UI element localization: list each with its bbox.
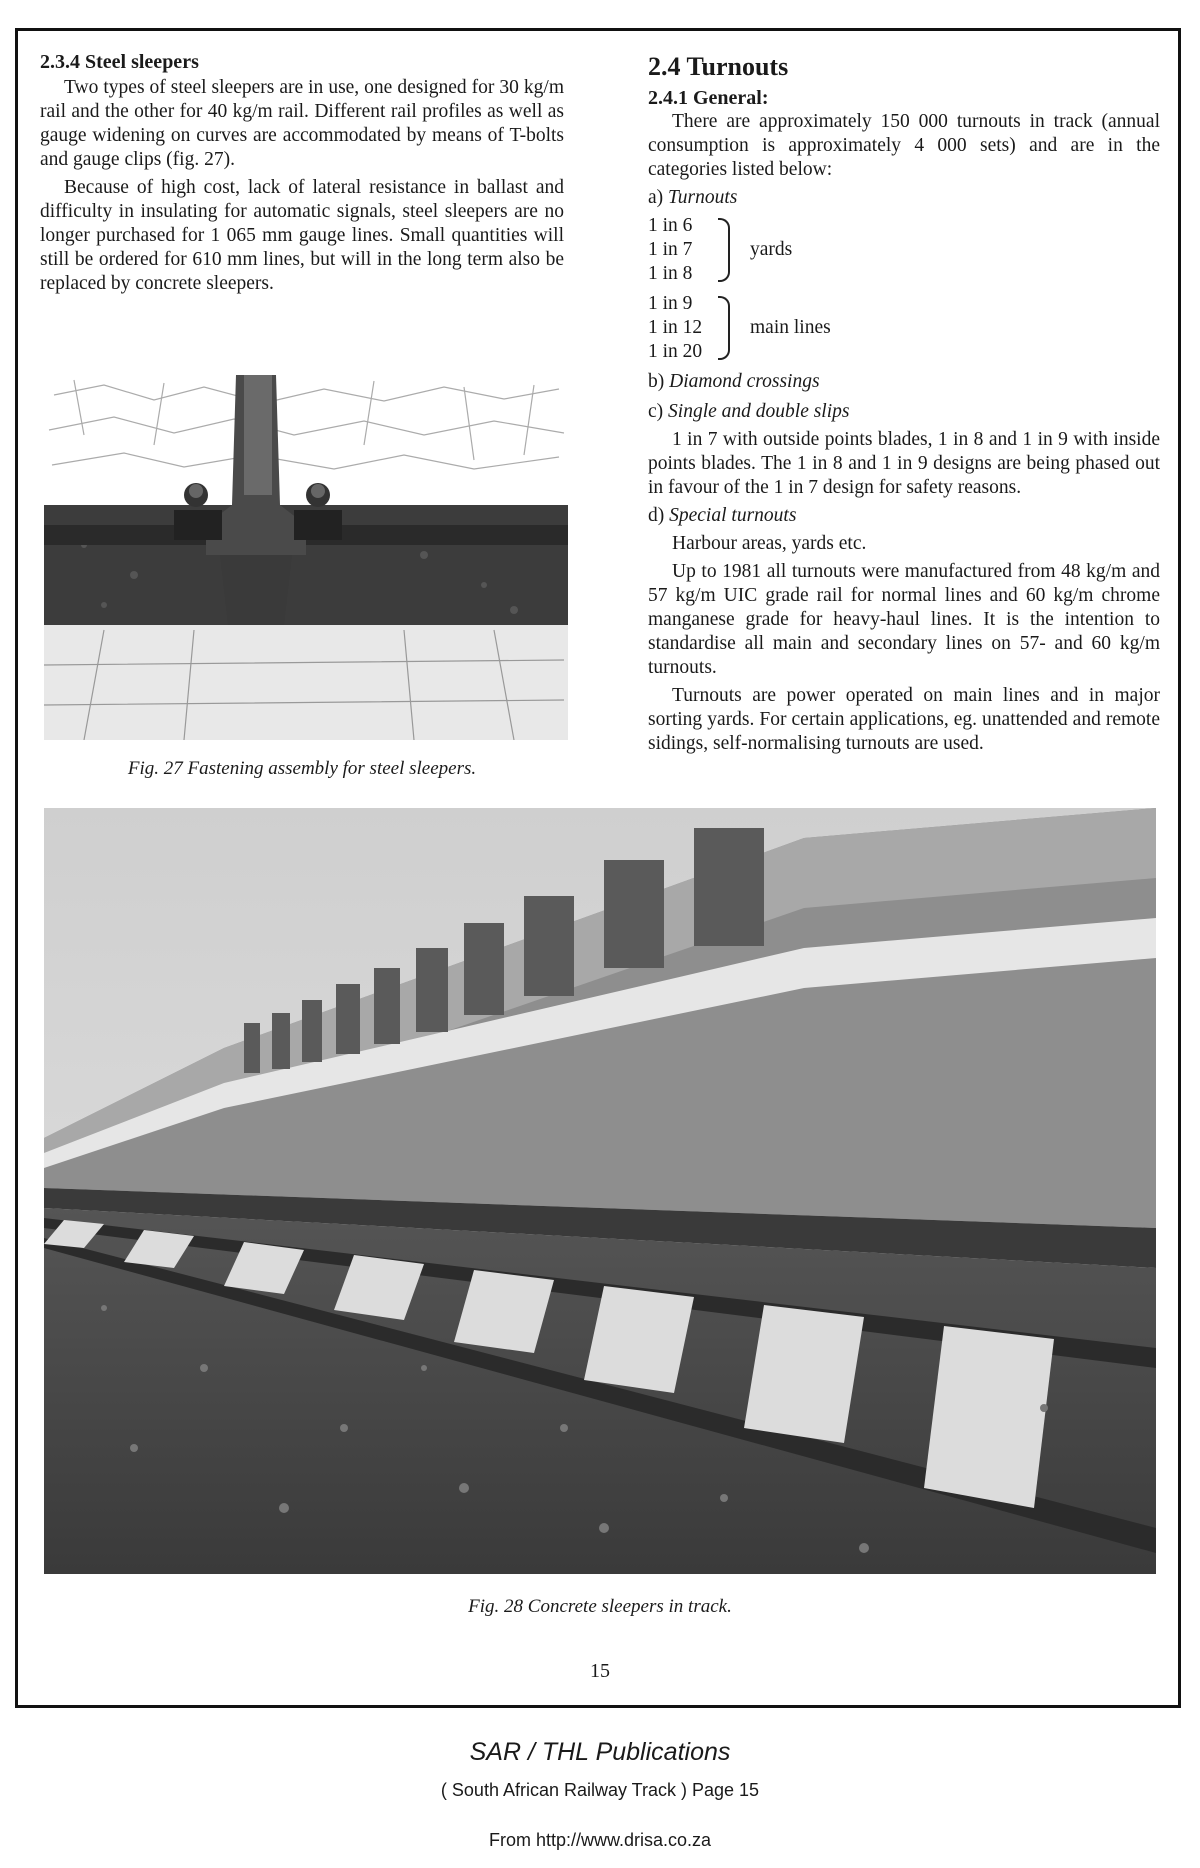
paragraph: Two types of steel sleepers are in use, one designed for 30 kg/m rail and the other for 40 kg/m rail. Different rail profiles as well as gauge widening on curves are accommodated by means of T-bolts and gauge clips (fig. 27). [40, 77, 564, 170]
turnout-ratio: 1 in 20 [648, 341, 703, 362]
brace-mark [718, 218, 730, 282]
figure-28-caption: Fig. 28 Concrete sleepers in track. [468, 1596, 732, 1617]
turnout-ratio: 1 in 6 [648, 215, 693, 236]
paragraph: Harbour areas, yards etc. [672, 533, 867, 554]
turnout-ratio: 1 in 12 [648, 317, 703, 338]
mainline-turnouts-group [648, 292, 1160, 364]
paragraph: Up to 1981 all turnouts were manufactured from 48 kg/m and 57 kg/m UIC grade rail for normal lines and 60 kg/m chrome manganese grade for heavy-haul lines. It is the intention to standardise all main and secondary lines on 57- and 60 kg/m turnouts. [648, 561, 1160, 678]
subsection-heading-general: 2.4.1 General: [648, 87, 769, 109]
category-d: d) Special turnouts [648, 505, 797, 526]
turnout-ratio: 1 in 9 [648, 293, 693, 314]
concrete-sleepers-train-photo [44, 808, 1156, 1574]
yard-turnouts-group [648, 214, 1160, 286]
section-heading-turnouts: 2.4 Turnouts [648, 52, 789, 81]
paragraph: Because of high cost, lack of lateral resistance in ballast and difficulty in insulating for automatic signals, steel sleepers are no longer purchased for 1 065 mm gauge lines. Small quantities will still be ordered for 610 mm lines, but will in the long term also be replaced by concrete sleepers. [40, 177, 564, 294]
page-number: 15 [590, 1660, 610, 1682]
group-label: main lines [750, 317, 831, 338]
figure-27-caption: Fig. 27 Fastening assembly for steel sleepers. [127, 758, 477, 779]
footer-subtitle: ( South African Railway Track ) Page 15 [440, 1780, 760, 1800]
paragraph: Turnouts are power operated on main lines and in major sorting yards. For certain applications, eg. unattended and remote sidings, self-normalising turnouts are used. [648, 685, 1160, 754]
footer-source: From http://www.drisa.co.za [488, 1830, 712, 1850]
category-a: a) Turnouts [648, 187, 738, 208]
category-b: b) Diamond crossings [648, 371, 820, 392]
turnout-ratio: 1 in 7 [648, 239, 693, 260]
category-c: c) Single and double slips [648, 401, 850, 422]
brace-mark [718, 296, 730, 360]
section-heading-steel-sleepers: 2.3.4 Steel sleepers [40, 51, 199, 73]
paragraph: 1 in 7 with outside points blades, 1 in 8 and 1 in 9 with inside points blades. The 1 in 8 and 1 in 9 designs are being phased out in favour of the 1 in 7 design for safety reasons. [648, 429, 1160, 498]
right-column [648, 52, 1160, 760]
footer-title: SAR / THL Publications [469, 1738, 731, 1766]
left-column [40, 50, 564, 300]
paragraph: There are approximately 150 000 turnouts in track (annual consumption is approximately 4 000 sets) and are in the categories listed below: [648, 111, 1160, 180]
turnout-ratio: 1 in 8 [648, 263, 693, 284]
group-label: yards [750, 239, 793, 260]
fastening-assembly-photo [44, 375, 568, 740]
